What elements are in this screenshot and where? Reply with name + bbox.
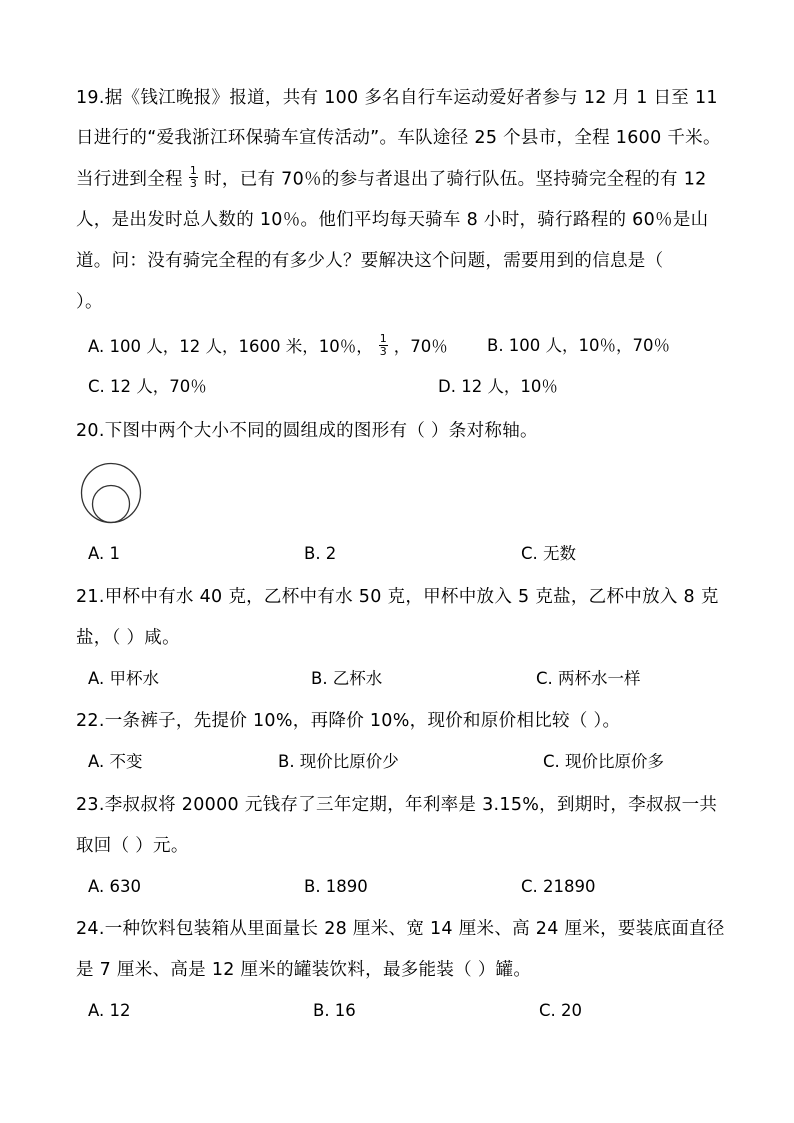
q21-option-a[interactable]: A. 甲杯水 bbox=[88, 669, 159, 688]
q19-line-3-post: 时，已有 70％的参与者退出了骑行队伍。坚持骑完全程的有 12 bbox=[204, 169, 707, 190]
option-a-fraction-numerator: 1 bbox=[379, 332, 387, 345]
q19-option-c[interactable]: C. 12 人，70％ bbox=[88, 377, 207, 396]
large-circle bbox=[82, 464, 141, 523]
q19-line-3 bbox=[76, 164, 707, 192]
q24-line-2: 是 7 厘米、高是 12 厘米的罐装饮料，最多能装（ ）罐。 bbox=[76, 960, 532, 980]
q20-option-c[interactable]: C. 无数 bbox=[521, 544, 577, 563]
q19-line-3-pre: 当行进到全程 bbox=[76, 169, 183, 190]
q20-option-b[interactable]: B. 2 bbox=[304, 544, 337, 563]
q20-line-1: 20.下图中两个大小不同的圆组成的图形有（ ）条对称轴。 bbox=[76, 421, 538, 441]
option-a-fraction bbox=[379, 333, 388, 358]
q22-option-c[interactable]: C. 现价比原价多 bbox=[543, 752, 665, 771]
fraction-one-third bbox=[189, 165, 198, 190]
q20-option-a[interactable]: A. 1 bbox=[88, 544, 120, 563]
q19-option-a[interactable] bbox=[88, 332, 448, 360]
q19-line-4: 人，是出发时总人数的 10％。他们平均每天骑车 8 小时，骑行路程的 60％是山 bbox=[76, 210, 709, 230]
q19-line-2: 日进行的“爱我浙江环保骑车宣传活动”。车队途径 25 个县市，全程 1600 千米。 bbox=[76, 128, 721, 148]
q23-line-1: 23.李叔叔将 20000 元钱存了三年定期，年利率是 3.15%，到期时，李叔叔一共 bbox=[76, 795, 718, 815]
q21-line-2: 盐，（ ）咸。 bbox=[76, 628, 180, 648]
q22-line-1: 22.一条裤子，先提价 10%，再降价 10%，现价和原价相比较（ ）。 bbox=[76, 711, 621, 731]
q23-line-2: 取回（ ）元。 bbox=[76, 836, 189, 856]
q19-option-b[interactable]: B. 100 人，10％，70％ bbox=[487, 336, 671, 355]
q21-line-1: 21.甲杯中有水 40 克，乙杯中有水 50 克，甲杯中放入 5 克盐，乙杯中放入 8 克 bbox=[76, 587, 719, 607]
q23-option-c[interactable]: C. 21890 bbox=[521, 877, 596, 896]
fraction-numerator: 1 bbox=[189, 164, 198, 177]
q21-option-b[interactable]: B. 乙杯水 bbox=[311, 669, 383, 688]
option-a-fraction-denominator: 3 bbox=[379, 345, 387, 358]
q19-option-d[interactable]: D. 12 人，10％ bbox=[438, 377, 558, 396]
q23-option-b[interactable]: B. 1890 bbox=[304, 877, 368, 896]
q21-option-c[interactable]: C. 两杯水一样 bbox=[536, 669, 641, 688]
q22-option-a[interactable]: A. 不变 bbox=[88, 752, 143, 771]
q24-option-c[interactable]: C. 20 bbox=[539, 1001, 583, 1020]
q22-option-b[interactable]: B. 现价比原价少 bbox=[278, 752, 399, 771]
q23-option-a[interactable]: A. 630 bbox=[88, 877, 141, 896]
q19-line-5: 道。问：没有骑完全程的有多少人？要解决这个问题，需要用到的信息是（ bbox=[76, 251, 664, 271]
small-circle bbox=[93, 486, 130, 523]
q24-option-a[interactable]: A. 12 bbox=[88, 1001, 131, 1020]
q24-line-1: 24.一种饮料包装箱从里面量长 28 厘米、宽 14 厘米、高 24 厘米，要装底面直径 bbox=[76, 919, 725, 939]
q19-line-6: ）。 bbox=[76, 292, 103, 312]
q24-option-b[interactable]: B. 16 bbox=[313, 1001, 356, 1020]
fraction-denominator: 3 bbox=[189, 177, 198, 190]
q19-line-1: 19.据《钱江晚报》报道，共有 100 多名自行车运动爱好者参与 12 月 1 日至 11 bbox=[76, 88, 718, 108]
q19-option-a-post: ，70％ bbox=[393, 337, 448, 356]
q19-option-a-pre: A. 100 人，12 人，1600 米，10％， bbox=[88, 337, 373, 356]
two-circles-figure bbox=[80, 462, 144, 524]
